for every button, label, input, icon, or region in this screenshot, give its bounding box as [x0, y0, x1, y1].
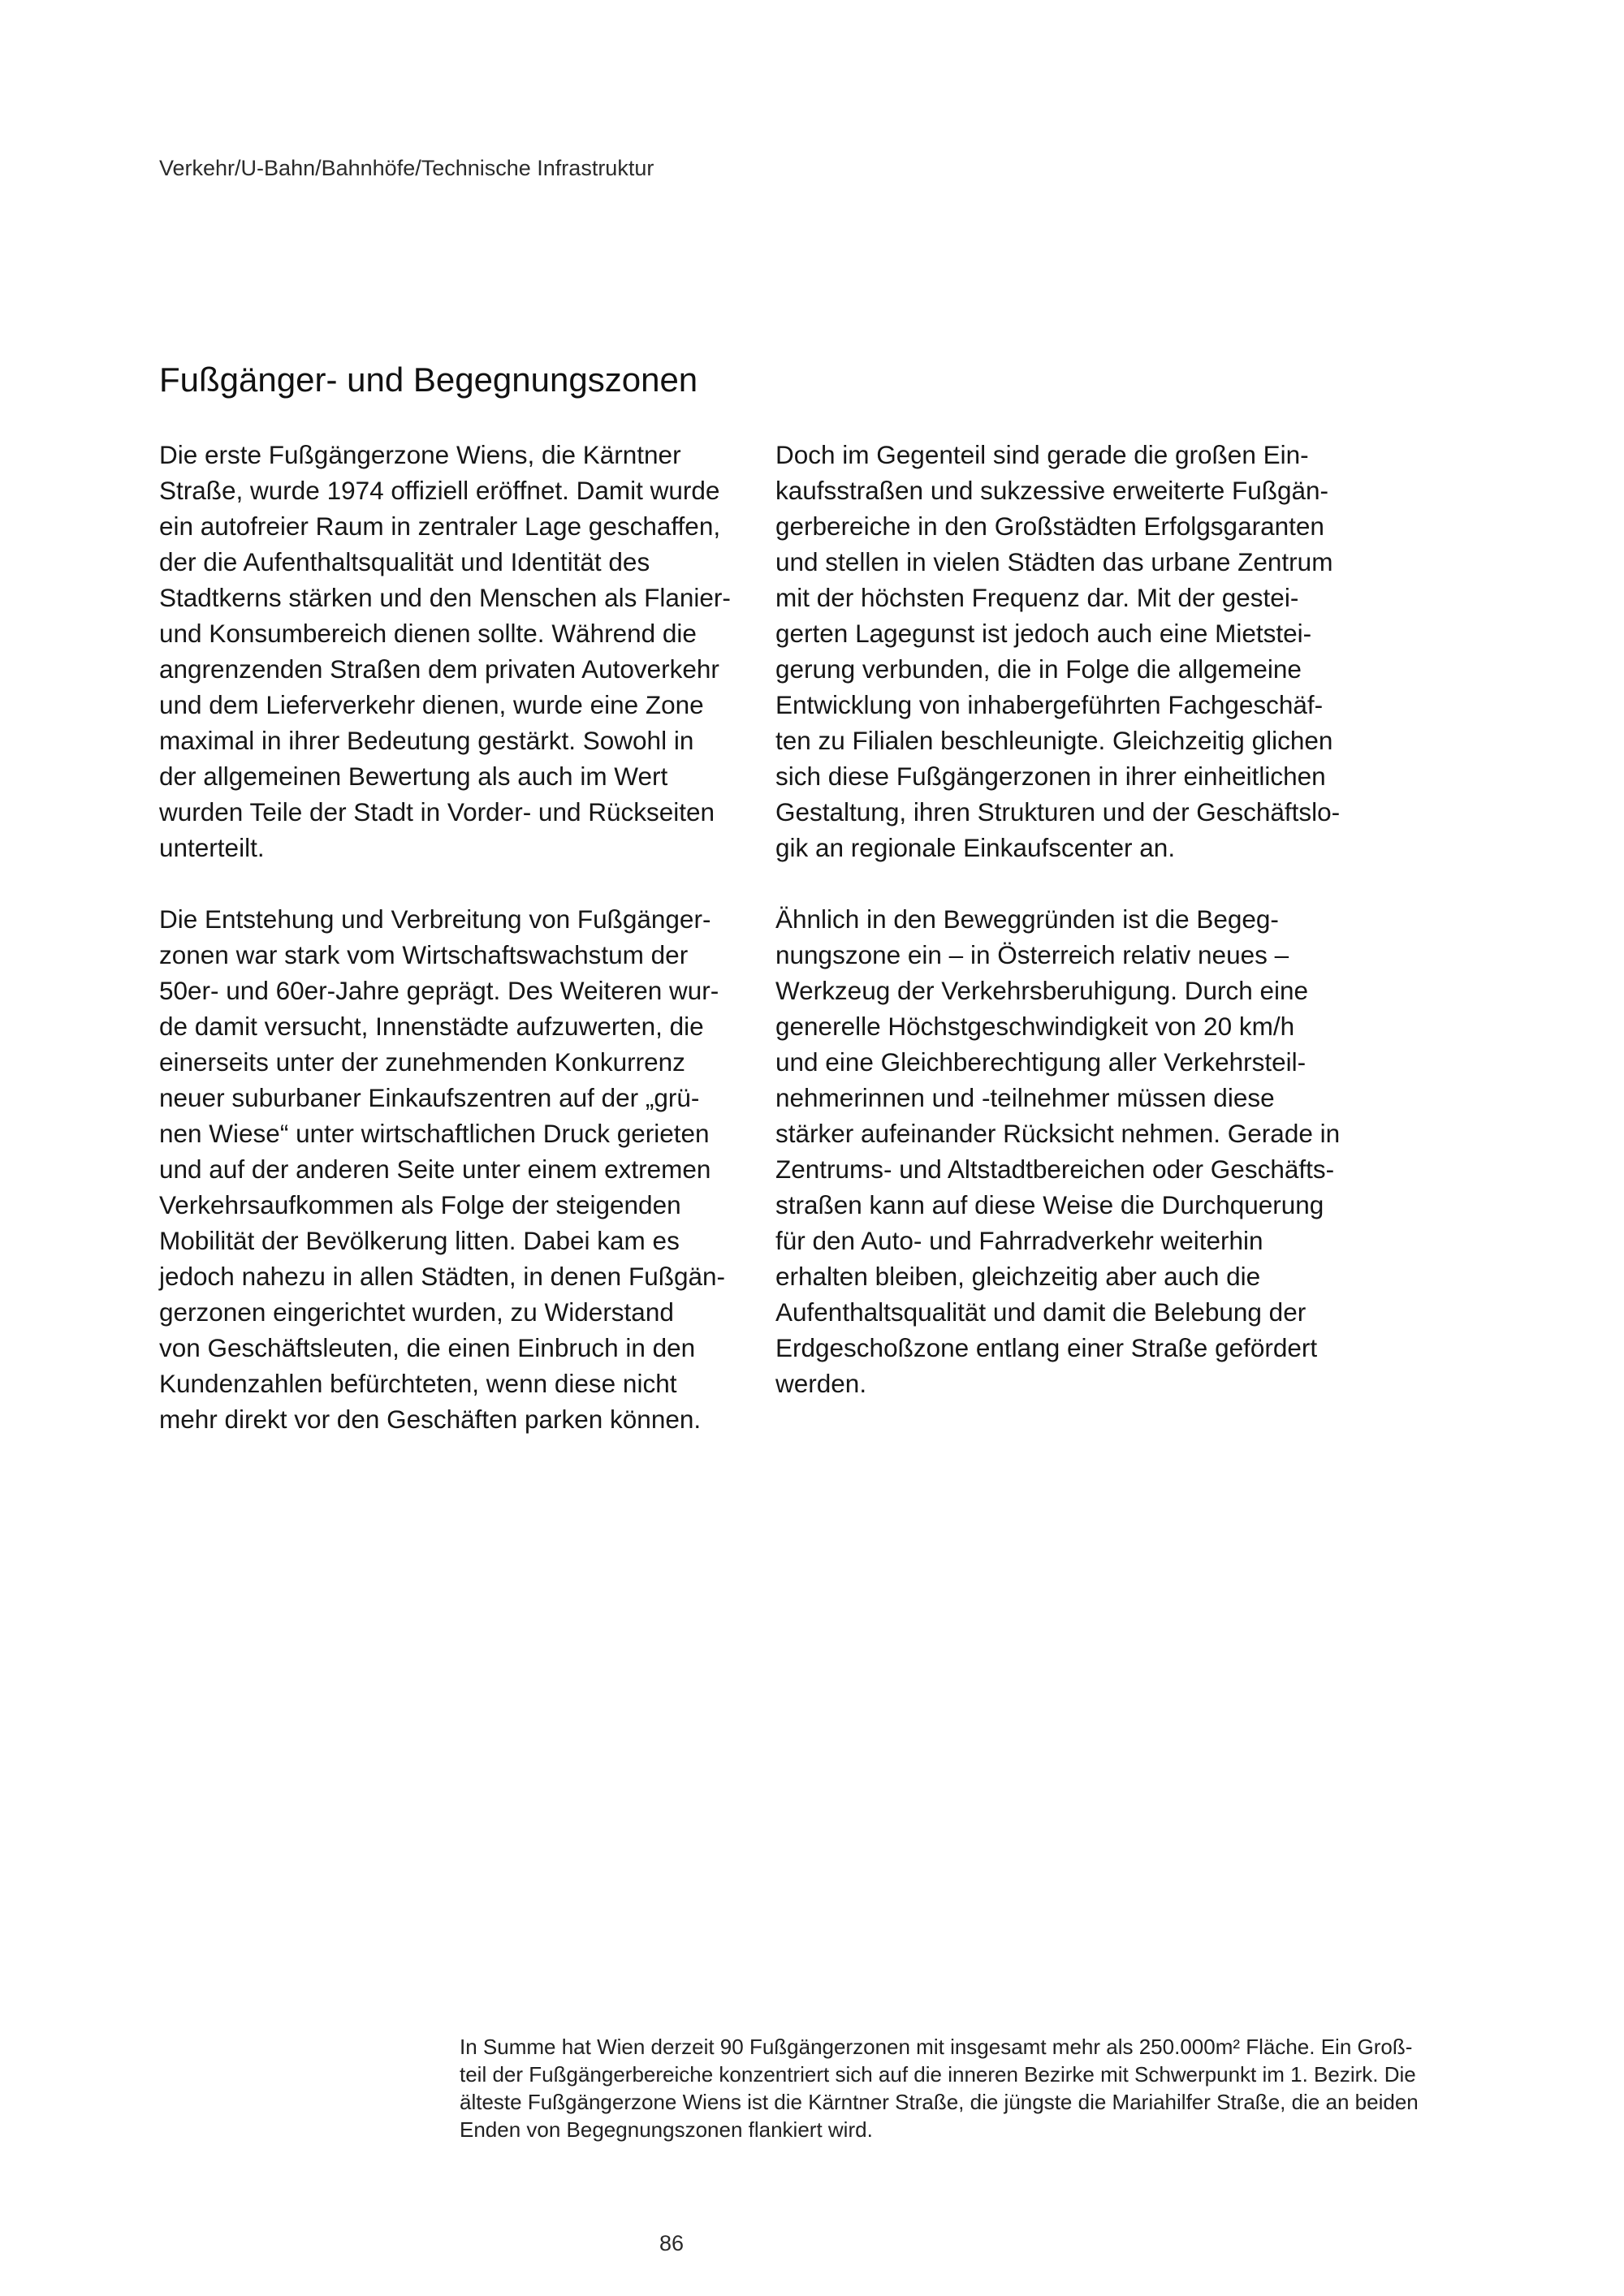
text-line: gerzonen eingerichtet wurden, zu Widerstand — [159, 1297, 674, 1327]
text-line: für den Auto- und Fahrradverkehr weiterhin — [775, 1226, 1263, 1255]
text-line: und Konsumbereich dienen sollte. Während die — [159, 619, 697, 648]
text-line: generelle Höchstgeschwindigkeit von 20 km/h — [775, 1012, 1295, 1041]
text-line: In Summe hat Wien derzeit 90 Fußgängerzonen mit insgesamt mehr als 250.000m² Fläche. Ein Groß- — [460, 2035, 1413, 2059]
section-title: Fußgänger- und Begegnungszonen — [159, 360, 698, 399]
text-line: nungszone ein – in Österreich relativ neues – — [775, 940, 1289, 969]
text-line: der die Aufenthaltsqualität und Identität des — [159, 547, 650, 576]
text-line: nehmerinnen und -teilnehmer müssen diese — [775, 1083, 1275, 1112]
text-line: Verkehrsaufkommen als Folge der steigenden — [159, 1190, 681, 1219]
text-line: einerseits unter der zunehmenden Konkurrenz — [159, 1047, 685, 1077]
text-line: Ähnlich in den Beweggründen ist die Begeg- — [775, 904, 1279, 934]
text-line: Mobilität der Bevölkerung litten. Dabei kam es — [159, 1226, 680, 1255]
text-line: Straße, wurde 1974 offiziell eröffnet. Damit wurde — [159, 476, 720, 505]
text-line: gerten Lagegunst ist jedoch auch eine Mietstei- — [775, 619, 1312, 648]
text-line: maximal in ihrer Bedeutung gestärkt. Sowohl in — [159, 726, 694, 755]
text-line: unterteilt. — [159, 833, 265, 862]
text-line: neuer suburbaner Einkaufszentren auf der „grü- — [159, 1083, 700, 1112]
paragraph — [159, 901, 776, 1437]
text-line: gik an regionale Einkaufscenter an. — [775, 833, 1176, 862]
text-line: straßen kann auf diese Weise die Durchquerung — [775, 1190, 1324, 1219]
text-line: wurden Teile der Stadt in Vorder- und Rückseiten — [159, 797, 715, 826]
text-line: Stadtkerns stärken und den Menschen als Flanier- — [159, 583, 731, 612]
text-line: und auf der anderen Seite unter einem extremen — [159, 1154, 711, 1184]
text-line: älteste Fußgängerzone Wiens ist die Kärntner Straße, die jüngste die Mariahilfer Straße, die an beiden — [460, 2090, 1419, 2114]
text-line: Enden von Begegnungszonen flankiert wird. — [460, 2117, 873, 2142]
text-line: Entwicklung von inhabergeführten Fachgeschäf- — [775, 690, 1324, 719]
text-line: Die erste Fußgängerzone Wiens, die Kärntner — [159, 440, 681, 469]
text-line: ein autofreier Raum in zentraler Lage geschaffen, — [159, 511, 721, 541]
text-line: gerbereiche in den Großstädten Erfolgsgaranten — [775, 511, 1324, 541]
text-line: und dem Lieferverkehr dienen, wurde eine Zone — [159, 690, 704, 719]
text-line: mit der höchsten Frequenz dar. Mit der gestei- — [775, 583, 1299, 612]
text-line: ten zu Filialen beschleunigte. Gleichzeitig glichen — [775, 726, 1333, 755]
paragraph — [775, 901, 1393, 1401]
text-line: von Geschäftsleuten, die einen Einbruch in den — [159, 1333, 696, 1362]
text-line: mehr direkt vor den Geschäften parken können. — [159, 1405, 702, 1434]
text-line: werden. — [775, 1369, 867, 1398]
text-line: Die Entstehung und Verbreitung von Fußgänger- — [159, 904, 711, 934]
text-line: Zentrums- und Altstadtbereichen oder Geschäfts- — [775, 1154, 1335, 1184]
text-line: 50er- und 60er-Jahre geprägt. Des Weiteren wur- — [159, 976, 719, 1005]
text-line: angrenzenden Straßen dem privaten Autoverkehr — [159, 654, 719, 684]
sidenote — [460, 2033, 1483, 2143]
text-line: Erdgeschoßzone entlang einer Straße gefördert — [775, 1333, 1318, 1362]
page-number: 86 — [659, 2231, 685, 2255]
text-line: und eine Gleichberechtigung aller Verkehrsteil- — [775, 1047, 1307, 1077]
text-line: stärker aufeinander Rücksicht nehmen. Gerade in — [775, 1119, 1341, 1148]
paragraph — [159, 437, 776, 865]
text-line: Doch im Gegenteil sind gerade die großen Ein- — [775, 440, 1309, 469]
text-line: erhalten bleiben, gleichzeitig aber auch die — [775, 1262, 1261, 1291]
text-line: nen Wiese“ unter wirtschaftlichen Druck gerieten — [159, 1119, 710, 1148]
text-line: gerung verbunden, die in Folge die allgemeine — [775, 654, 1302, 684]
text-line: der allgemeinen Bewertung als auch im Wert — [159, 762, 668, 791]
text-line: jedoch nahezu in allen Städten, in denen Fußgän- — [159, 1262, 725, 1291]
text-line: teil der Fußgängerbereiche konzentriert sich auf die inneren Bezirke mit Schwerpunkt im 1. Bezirk. Die — [460, 2062, 1416, 2087]
text-line: de damit versucht, Innenstädte aufzuwerten, die — [159, 1012, 704, 1041]
text-line: Aufenthaltsqualität und damit die Belebung der — [775, 1297, 1307, 1327]
paragraph — [775, 437, 1393, 865]
text-line: Gestaltung, ihren Strukturen und der Geschäftslo- — [775, 797, 1341, 826]
text-line: Kundenzahlen befürchteten, wenn diese nicht — [159, 1369, 677, 1398]
text-line: kaufsstraßen und sukzessive erweiterte Fußgän- — [775, 476, 1329, 505]
text-line: sich diese Fußgängerzonen in ihrer einheitlichen — [775, 762, 1326, 791]
right-column — [775, 437, 1393, 1437]
running-head: Verkehr/U-Bahn/Bahnhöfe/Technische Infrastruktur — [159, 156, 654, 180]
text-line: und stellen in vielen Städten das urbane Zentrum — [775, 547, 1333, 576]
text-line: Werkzeug der Verkehrsberuhigung. Durch eine — [775, 976, 1309, 1005]
left-column — [159, 437, 776, 1473]
text-line: zonen war stark vom Wirtschaftswachstum der — [159, 940, 689, 969]
